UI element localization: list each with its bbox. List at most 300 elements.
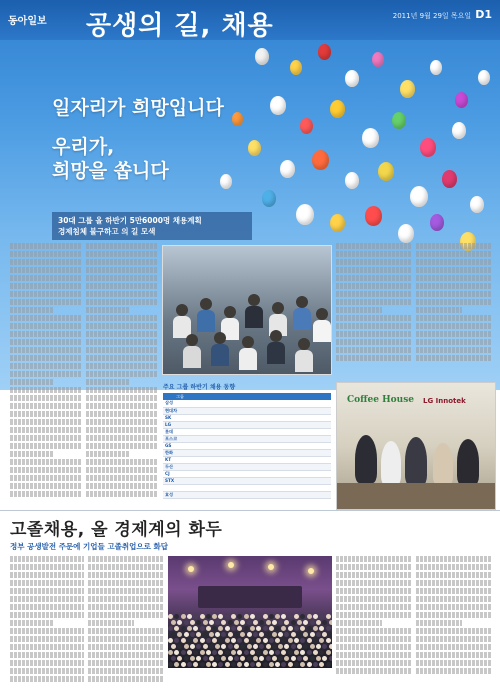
audience-member xyxy=(329,632,333,637)
audience-member xyxy=(310,656,315,661)
table-row: 롯데 xyxy=(163,428,331,435)
audience-member xyxy=(215,632,220,637)
audience-member xyxy=(294,662,299,667)
audience-member xyxy=(206,650,211,655)
table-title: 주요 그룹 하반기 채용 동향 xyxy=(163,384,236,391)
text-line xyxy=(416,604,492,610)
audience-member xyxy=(221,644,226,649)
audience-member xyxy=(190,620,195,625)
text-line xyxy=(88,636,164,642)
audience-member xyxy=(187,614,192,619)
audience-member xyxy=(193,614,198,619)
text-line xyxy=(10,363,82,369)
audience-member xyxy=(307,638,312,643)
text-line xyxy=(88,588,164,594)
article-column-2 xyxy=(86,243,158,505)
audience-member xyxy=(313,662,318,667)
audience-member xyxy=(266,620,271,625)
audience-member xyxy=(168,626,173,631)
coffee-house-photo xyxy=(336,382,496,510)
text-line xyxy=(10,379,53,385)
audience-member xyxy=(288,662,293,667)
audience-member xyxy=(313,638,318,643)
audience-member xyxy=(303,656,308,661)
text-line xyxy=(336,243,412,249)
text-line xyxy=(416,243,492,249)
text-line xyxy=(86,259,158,265)
audience-member xyxy=(231,662,236,667)
audience-member xyxy=(269,650,274,655)
text-line xyxy=(86,427,158,433)
text-line xyxy=(86,307,129,313)
audience-member xyxy=(209,632,214,637)
table-row: 한화 xyxy=(163,449,331,456)
audience-member xyxy=(316,656,321,661)
audience-member xyxy=(181,650,186,655)
audience-member xyxy=(259,632,264,637)
audience-member xyxy=(174,662,179,667)
text-line xyxy=(88,572,164,578)
text-line xyxy=(10,275,82,281)
audience-member xyxy=(300,626,305,631)
audience-member xyxy=(275,662,280,667)
text-line xyxy=(10,435,82,441)
table-row: 포스코 xyxy=(163,435,331,442)
audience-member xyxy=(240,656,245,661)
audience-member xyxy=(215,644,220,649)
issue-info xyxy=(393,10,492,21)
audience-member xyxy=(247,632,252,637)
audience-member xyxy=(300,638,305,643)
audience-member xyxy=(225,638,230,643)
text-line xyxy=(10,387,82,393)
audience-member xyxy=(310,644,315,649)
audience-member xyxy=(228,656,233,661)
audience-member xyxy=(225,650,230,655)
bottom-article-column-3 xyxy=(336,556,412,680)
subhead-line-2: 경제침체 불구하고 의 길 모색 xyxy=(58,227,156,236)
audience-member xyxy=(278,656,283,661)
audience-member xyxy=(171,656,176,661)
text-line xyxy=(336,596,412,602)
text-line xyxy=(86,459,158,465)
audience-member xyxy=(218,662,223,667)
text-line xyxy=(86,403,158,409)
audience-member xyxy=(231,626,236,631)
text-line xyxy=(86,299,158,305)
audience-member xyxy=(171,632,176,637)
audience-member xyxy=(310,632,315,637)
audience-member xyxy=(212,662,217,667)
audience-member xyxy=(266,632,271,637)
audience-member xyxy=(266,656,271,661)
text-line xyxy=(336,307,382,313)
text-line xyxy=(86,371,158,377)
text-line xyxy=(336,612,412,618)
text-line xyxy=(86,419,158,425)
audience-member xyxy=(212,626,217,631)
audience-member xyxy=(225,662,230,667)
text-line xyxy=(336,620,382,626)
text-line xyxy=(416,251,492,257)
text-line xyxy=(86,379,129,385)
coffee-house-sign: Coffee House xyxy=(347,395,414,405)
audience-member xyxy=(203,644,208,649)
text-line xyxy=(416,588,492,594)
text-line xyxy=(10,243,82,249)
text-line xyxy=(10,604,84,610)
text-line xyxy=(336,251,412,257)
audience-member xyxy=(234,632,239,637)
audience-member xyxy=(307,614,312,619)
audience-member xyxy=(174,638,179,643)
text-line xyxy=(10,371,82,377)
audience-member xyxy=(212,614,217,619)
audience-member xyxy=(171,644,176,649)
audience-member xyxy=(256,614,261,619)
text-line xyxy=(86,243,158,249)
text-line xyxy=(86,323,158,329)
text-line xyxy=(10,299,82,305)
text-line xyxy=(416,259,492,265)
audience-member xyxy=(237,614,242,619)
audience-member xyxy=(193,626,198,631)
audience-member xyxy=(187,662,192,667)
audience-member xyxy=(203,632,208,637)
audience-member xyxy=(209,656,214,661)
audience-member xyxy=(203,656,208,661)
audience-member xyxy=(250,614,255,619)
masthead xyxy=(0,0,500,40)
text-line xyxy=(88,564,164,570)
hero-headline-2: 우리가, xyxy=(52,136,115,158)
audience-member xyxy=(218,650,223,655)
audience-member xyxy=(313,650,318,655)
table-row: KT xyxy=(163,456,331,463)
text-line xyxy=(10,347,82,353)
audience-member xyxy=(237,638,242,643)
audience-member xyxy=(181,614,186,619)
audience-member xyxy=(215,656,220,661)
text-line xyxy=(88,668,164,674)
text-line xyxy=(336,283,412,289)
audience-member xyxy=(275,626,280,631)
table-header-cell: 그룹 xyxy=(163,393,197,400)
audience-member xyxy=(269,662,274,667)
audience-member xyxy=(307,626,312,631)
text-line xyxy=(88,652,164,658)
text-line xyxy=(336,588,412,594)
audience-member xyxy=(181,662,186,667)
text-line xyxy=(10,564,84,570)
audience-member xyxy=(231,638,236,643)
audience-member xyxy=(187,650,192,655)
text-line xyxy=(416,291,492,297)
audience-member xyxy=(193,638,198,643)
audience-member xyxy=(326,614,331,619)
audience-member xyxy=(196,644,201,649)
audience-member xyxy=(329,644,333,649)
bottom-headline: 고졸채용, 올 경제계의 화두 xyxy=(10,520,223,540)
table-header-row xyxy=(163,393,331,400)
text-line xyxy=(336,556,412,562)
text-line xyxy=(336,564,412,570)
text-line xyxy=(86,483,158,489)
text-line xyxy=(336,259,412,265)
table-row: 효성 xyxy=(163,491,331,498)
text-line xyxy=(10,660,84,666)
text-line xyxy=(88,580,164,586)
audience-member xyxy=(218,638,223,643)
text-line xyxy=(88,676,164,682)
audience-member xyxy=(181,626,186,631)
audience-member xyxy=(297,656,302,661)
table-row: STX xyxy=(163,477,331,484)
hero-headline-3: 희망을 쏩니다 xyxy=(52,160,169,182)
text-line xyxy=(416,275,492,281)
audience-member xyxy=(184,656,189,661)
audience-member xyxy=(294,650,299,655)
audience-member xyxy=(316,644,321,649)
text-line xyxy=(336,355,412,361)
audience-member xyxy=(263,650,268,655)
audience-member xyxy=(209,620,214,625)
text-line xyxy=(10,596,84,602)
text-line xyxy=(336,267,412,273)
text-line xyxy=(10,443,82,449)
audience-member xyxy=(303,620,308,625)
audience-member xyxy=(278,644,283,649)
text-line xyxy=(88,644,164,650)
audience-member xyxy=(187,626,192,631)
audience-member xyxy=(294,638,299,643)
audience-member xyxy=(244,614,249,619)
audience-member xyxy=(212,650,217,655)
audience-member xyxy=(259,656,264,661)
audience-member xyxy=(168,638,173,643)
audience-member xyxy=(284,644,289,649)
audience-member xyxy=(206,662,211,667)
lg-innotek-sign: LG Innotek xyxy=(423,397,466,405)
audience-member xyxy=(168,650,173,655)
audience-member xyxy=(187,638,192,643)
audience-member xyxy=(247,644,252,649)
text-line xyxy=(416,612,492,618)
text-line xyxy=(86,411,158,417)
hero-headline-1: 일자리가 희망입니다 xyxy=(52,97,224,119)
text-line xyxy=(416,307,462,313)
text-line xyxy=(86,467,158,473)
text-line xyxy=(416,572,492,578)
audience-member xyxy=(326,626,331,631)
text-line xyxy=(416,620,462,626)
text-line xyxy=(88,612,164,618)
section-title: 공생의 길, 채용 xyxy=(86,11,274,41)
audience-member xyxy=(291,620,296,625)
audience-member xyxy=(237,662,242,667)
text-line xyxy=(10,467,82,473)
text-line xyxy=(88,556,164,562)
audience-member xyxy=(284,620,289,625)
text-line xyxy=(10,403,82,409)
audience-member xyxy=(288,626,293,631)
audience-member xyxy=(263,614,268,619)
audience-member xyxy=(250,662,255,667)
text-line xyxy=(86,491,158,497)
audience-member xyxy=(247,620,252,625)
hero-subhead xyxy=(52,212,252,240)
text-line xyxy=(10,251,82,257)
audience-member xyxy=(200,638,205,643)
audience-member xyxy=(256,638,261,643)
audience-member xyxy=(253,656,258,661)
text-line xyxy=(10,259,82,265)
text-line xyxy=(86,363,158,369)
audience-member xyxy=(184,620,189,625)
audience-member xyxy=(196,632,201,637)
page-number: D1 xyxy=(475,8,492,21)
audience-member xyxy=(177,632,182,637)
text-line xyxy=(416,628,492,634)
text-line xyxy=(88,628,164,634)
audience-member xyxy=(281,662,286,667)
audience-member xyxy=(212,638,217,643)
audience-member xyxy=(316,620,321,625)
audience-member xyxy=(313,626,318,631)
audience-member xyxy=(244,638,249,643)
text-line xyxy=(10,652,84,658)
audience-member xyxy=(294,614,299,619)
text-line xyxy=(10,612,84,618)
audience-member xyxy=(281,638,286,643)
text-line xyxy=(416,331,492,337)
audience-member xyxy=(250,650,255,655)
audience-member xyxy=(284,656,289,661)
audience-member xyxy=(171,620,176,625)
text-line xyxy=(336,668,412,674)
audience-member xyxy=(291,632,296,637)
text-line xyxy=(416,347,492,353)
audience-member xyxy=(303,632,308,637)
text-line xyxy=(88,660,164,666)
text-line xyxy=(336,323,412,329)
text-line xyxy=(10,644,84,650)
concert-photo xyxy=(168,556,332,668)
audience-member xyxy=(272,644,277,649)
audience-member xyxy=(234,644,239,649)
text-line xyxy=(336,628,412,634)
article-column-3 xyxy=(336,243,412,363)
audience-member xyxy=(244,662,249,667)
audience-member xyxy=(291,656,296,661)
text-line xyxy=(10,668,84,674)
text-line xyxy=(86,275,158,281)
text-line xyxy=(336,652,412,658)
audience-member xyxy=(322,656,327,661)
audience-member xyxy=(244,650,249,655)
text-line xyxy=(10,339,82,345)
audience-member xyxy=(237,650,242,655)
newspaper-logo: 동아일보 xyxy=(8,16,47,27)
audience-member xyxy=(263,662,268,667)
audience-member xyxy=(256,662,261,667)
audience-member xyxy=(177,656,182,661)
text-line xyxy=(10,620,54,626)
audience-member xyxy=(284,632,289,637)
bottom-article-column-4 xyxy=(416,556,492,680)
text-line xyxy=(10,307,53,313)
text-line xyxy=(336,347,412,353)
audience-member xyxy=(319,614,324,619)
text-line xyxy=(10,395,82,401)
audience-member xyxy=(240,632,245,637)
text-line xyxy=(416,339,492,345)
audience-member xyxy=(272,656,277,661)
audience-member xyxy=(307,650,312,655)
audience-member xyxy=(218,626,223,631)
text-line xyxy=(416,267,492,273)
text-line xyxy=(10,580,84,586)
audience-member xyxy=(203,620,208,625)
text-line xyxy=(336,339,412,345)
text-line xyxy=(86,283,158,289)
audience-member xyxy=(310,620,315,625)
text-line xyxy=(86,435,158,441)
audience-member xyxy=(206,614,211,619)
audience-member xyxy=(190,656,195,661)
text-line xyxy=(10,411,82,417)
text-line xyxy=(10,451,53,457)
text-line xyxy=(10,291,82,297)
audience-member xyxy=(272,620,277,625)
text-line xyxy=(416,668,492,674)
text-line xyxy=(10,556,84,562)
audience-member xyxy=(269,626,274,631)
audience-member xyxy=(329,620,333,625)
audience-member xyxy=(288,638,293,643)
article-column-4 xyxy=(416,243,492,363)
audience-member xyxy=(193,662,198,667)
text-line xyxy=(416,283,492,289)
text-line xyxy=(416,299,492,305)
text-line xyxy=(10,588,84,594)
text-line xyxy=(336,660,412,666)
audience-member xyxy=(221,620,226,625)
text-line xyxy=(416,556,492,562)
audience-member xyxy=(190,632,195,637)
audience-member xyxy=(184,644,189,649)
text-line xyxy=(86,475,158,481)
audience-member xyxy=(215,620,220,625)
audience-member xyxy=(326,662,331,667)
audience-member xyxy=(253,632,258,637)
text-line xyxy=(86,395,158,401)
hiring-table-grid xyxy=(163,393,331,499)
audience-member xyxy=(272,632,277,637)
audience-member xyxy=(294,626,299,631)
audience-member xyxy=(326,650,331,655)
audience-member xyxy=(259,620,264,625)
audience-member xyxy=(231,650,236,655)
audience-member xyxy=(269,638,274,643)
text-line xyxy=(416,652,492,658)
text-line xyxy=(86,339,158,345)
text-line xyxy=(416,596,492,602)
text-line xyxy=(10,676,84,682)
text-line xyxy=(336,604,412,610)
text-line xyxy=(416,580,492,586)
audience-member xyxy=(184,632,189,637)
